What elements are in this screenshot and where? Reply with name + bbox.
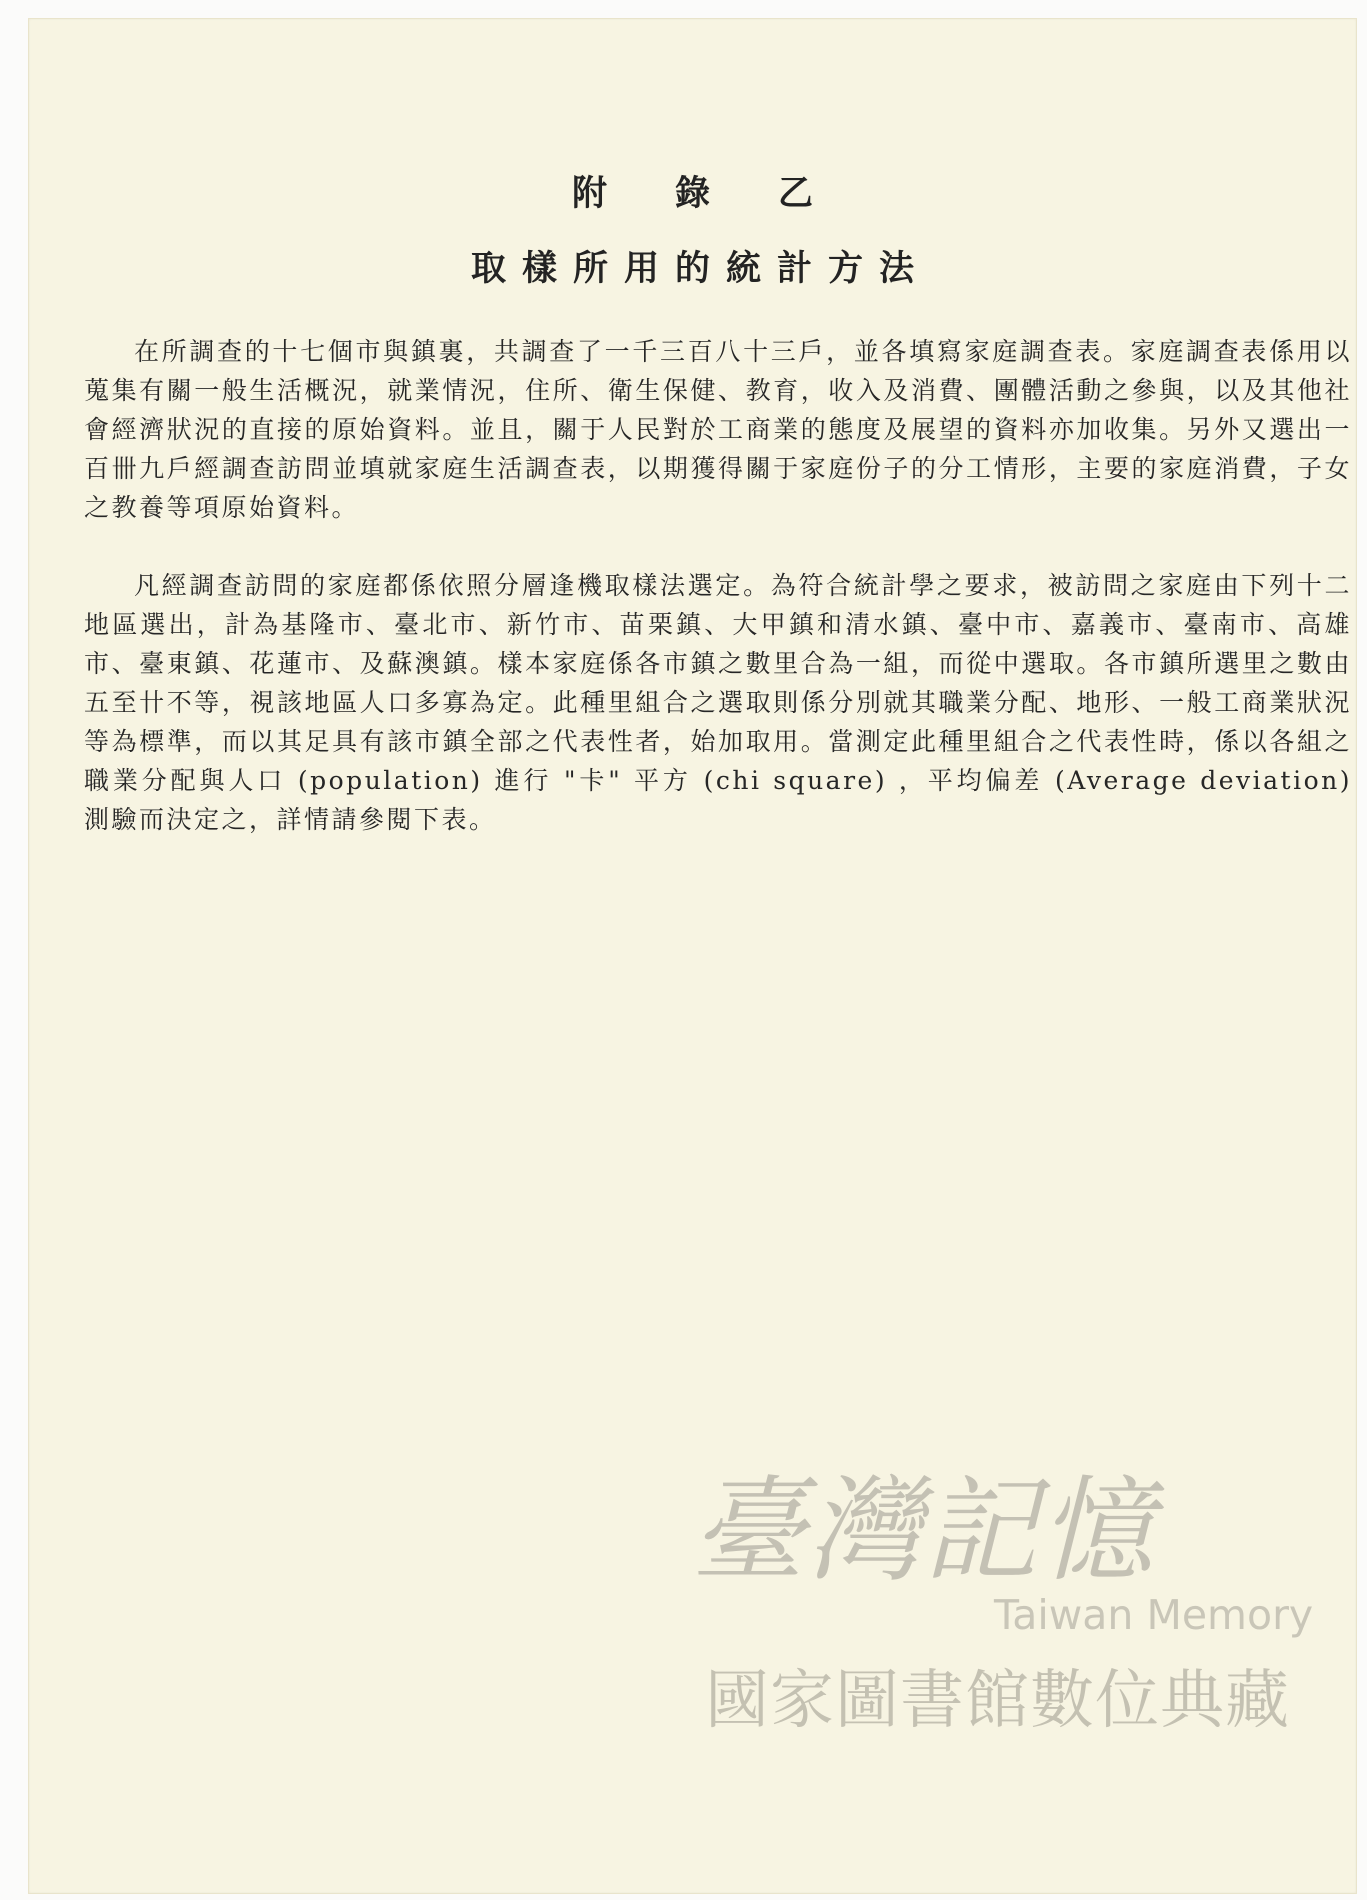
paragraph-survey-overview: 在所調查的十七個市與鎮裏，共調查了一千三百八十三戶，並各填寫家庭調查表。家庭調查表係用以蒐集有關一般生活概況，就業情況，住所、衛生保健、教育，收入及消費、團體活動之參與，以及其他社會經濟狀況的直接的原始資料。並且，關于人民對於工商業的態度及展望的資料亦加收集。另外又選出一百卌九戶經調查訪問並填就家庭生活調查表，以期獲得關于家庭份子的分工情形，主要的家庭消費，子女之教養等項原始資料。 bbox=[84, 337, 1352, 522]
document-page bbox=[28, 18, 1357, 1894]
paragraph-sampling-method: 凡經調查訪問的家庭都係依照分層逢機取樣法選定。為符合統計學之要求，被訪問之家庭由下列十二地區選出，計為基隆市、臺北市、新竹市、苗栗鎮、大甲鎮和清水鎮、臺中市、嘉義市、臺南市、高雄市、臺東鎮、花蓮市、及蘇澳鎮。樣本家庭係各市鎮之數里合為一組，而從中選取。各市鎮所選里之數由五至卄不等，視該地區人口多寡為定。此種里組合之選取則係分別就其職業分配、地形、一般工商業狀況等為標準，而以其足具有該市鎮全部之代表性者，始加取用。當測定此種里組合之代表性時，係以各組之職業分配與人口 (population) 進行 "卡" 平方 (chi square) ，平均偏差 (Average deviation) 測驗而決定之，詳情請參閱下表。 bbox=[84, 571, 1352, 834]
watermark-library-text: 國家圖書館數位典藏 bbox=[705, 1664, 1290, 1738]
section-title: 取樣所用的統計方法 bbox=[470, 248, 930, 289]
watermark-english-text: Taiwan Memory bbox=[994, 1591, 1314, 1639]
appendix-title: 附錄乙 bbox=[571, 173, 881, 214]
watermark-taiwan-memory-logo: 臺灣記憶 bbox=[691, 1464, 1156, 1597]
